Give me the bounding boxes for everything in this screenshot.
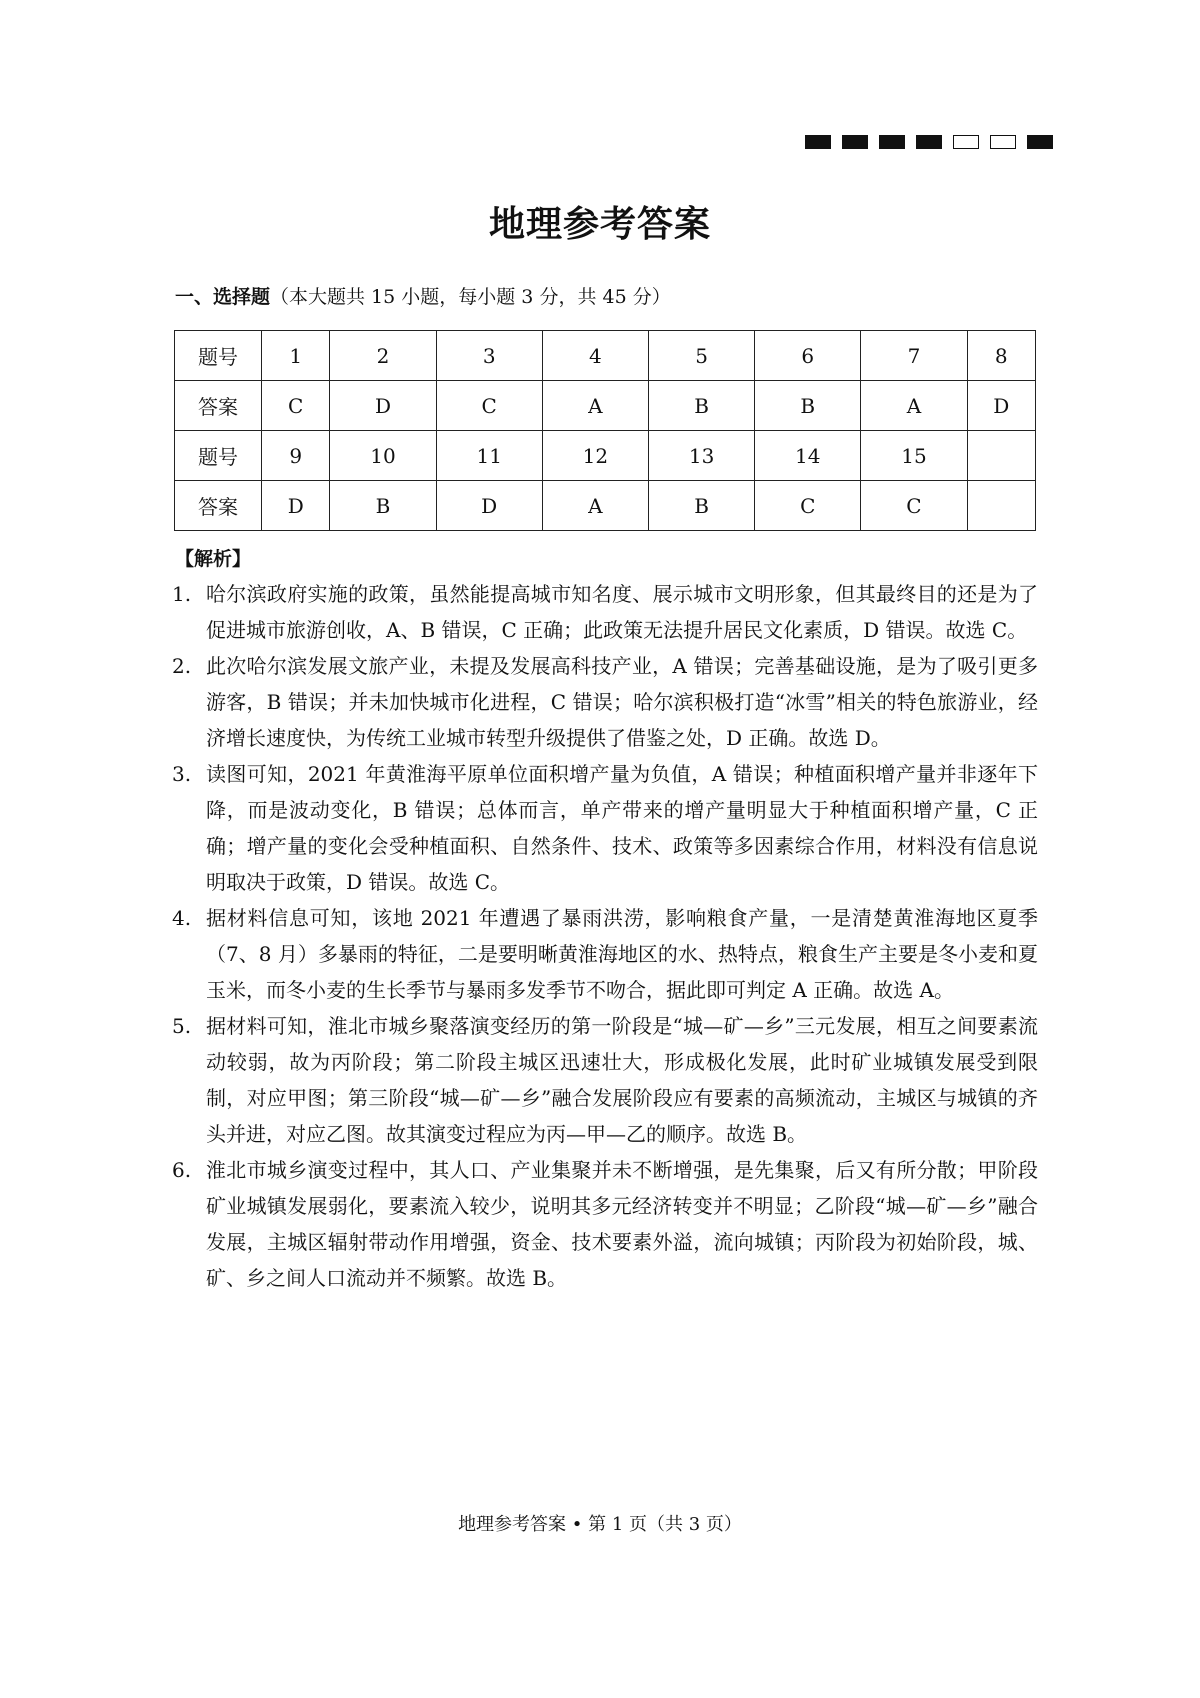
header-mark <box>990 135 1016 149</box>
table-cell: C <box>436 381 542 431</box>
table-cell: A <box>542 381 648 431</box>
table-cell: 3 <box>436 331 542 381</box>
table-cell: 题号 <box>175 431 262 481</box>
table-cell: B <box>330 481 436 531</box>
table-cell <box>967 431 1035 481</box>
item-text: 读图可知，2021 年黄淮海平原单位面积增产量为负值，A 错误；种植面积增产量并非逐年下降，而是波动变化，B 错误；总体而言，单产带来的增产量明显大于种植面积增产量，C 正确；增产量的变化会受种植面积、自然条件、技术、政策等多因素综合作用，材料没有信息说明取决于政策，D 错误。故选 C。 <box>206 762 1038 894</box>
table-cell: 8 <box>967 331 1035 381</box>
section-title: 一、选择题 <box>175 286 271 308</box>
table-cell: C <box>262 381 330 431</box>
header-mark <box>1027 135 1053 149</box>
table-cell: C <box>861 481 967 531</box>
table-row <box>175 331 1036 381</box>
item-number: 2. <box>172 654 192 678</box>
header-marks <box>805 135 1053 149</box>
table-cell: 题号 <box>175 331 262 381</box>
analysis-item <box>172 900 1038 1008</box>
section-heading <box>175 282 671 309</box>
analysis-item <box>172 1008 1038 1152</box>
table-cell: 14 <box>755 431 861 481</box>
table-row <box>175 481 1036 531</box>
table-cell: B <box>648 381 754 431</box>
table-cell: A <box>542 481 648 531</box>
analysis-list <box>172 576 1038 1296</box>
table-cell: 7 <box>861 331 967 381</box>
table-cell: 2 <box>330 331 436 381</box>
table-row <box>175 431 1036 481</box>
header-mark <box>916 135 942 149</box>
table-cell: 15 <box>861 431 967 481</box>
section-note: （本大题共 15 小题，每小题 3 分，共 45 分） <box>270 286 671 308</box>
table-cell <box>967 481 1035 531</box>
item-number: 4. <box>172 906 192 930</box>
table-cell: A <box>861 381 967 431</box>
item-number: 1. <box>172 582 192 606</box>
item-number: 6. <box>172 1158 192 1182</box>
table-cell: 4 <box>542 331 648 381</box>
table-cell: C <box>755 481 861 531</box>
item-text: 据材料信息可知，该地 2021 年遭遇了暴雨洪涝，影响粮食产量，一是清楚黄淮海地区夏季（7、8 月）多暴雨的特征，二是要明晰黄淮海地区的水、热特点，粮食生产主要是冬小麦和夏玉米，而冬小麦的生长季节与暴雨多发季节不吻合，据此即可判定 A 正确。故选 A。 <box>206 906 1038 1002</box>
header-mark <box>805 135 831 149</box>
table-cell: 5 <box>648 331 754 381</box>
table-cell: D <box>967 381 1035 431</box>
analysis-heading: 【解析】 <box>175 548 252 570</box>
item-text: 据材料可知，淮北市城乡聚落演变经历的第一阶段是“城—矿—乡”三元发展，相互之间要素流动较弱，故为丙阶段；第二阶段主城区迅速壮大，形成极化发展，此时矿业城镇发展受到限制，对应甲图；第三阶段“城—矿—乡”融合发展阶段应有要素的高频流动，主城区与城镇的齐头并进，对应乙图。故其演变过程应为丙—甲—乙的顺序。故选 B。 <box>206 1014 1038 1146</box>
table-cell: 12 <box>542 431 648 481</box>
answer-table <box>174 330 1036 531</box>
table-cell: 10 <box>330 431 436 481</box>
table-cell: B <box>648 481 754 531</box>
table-cell: 1 <box>262 331 330 381</box>
header-mark <box>953 135 979 149</box>
table-cell: 答案 <box>175 381 262 431</box>
item-text: 哈尔滨政府实施的政策，虽然能提高城市知名度、展示城市文明形象，但其最终目的还是为了促进城市旅游创收，A、B 错误，C 正确；此政策无法提升居民文化素质，D 错误。故选 C。 <box>206 582 1038 642</box>
page-footer: 地理参考答案 • 第 1 页（共 3 页） <box>458 1514 742 1535</box>
table-cell: 答案 <box>175 481 262 531</box>
table-cell: 13 <box>648 431 754 481</box>
table-cell: D <box>330 381 436 431</box>
item-text: 此次哈尔滨发展文旅产业，未提及发展高科技产业，A 错误；完善基础设施，是为了吸引更多游客，B 错误；并未加快城市化进程，C 错误；哈尔滨积极打造“冰雪”相关的特色旅游业，经济增长速度快，为传统工业城市转型升级提供了借鉴之处，D 正确。故选 D。 <box>206 654 1038 750</box>
item-text: 淮北市城乡演变过程中，其人口、产业集聚并未不断增强，是先集聚，后又有所分散；甲阶段矿业城镇发展弱化，要素流入较少，说明其多元经济转变并不明显；乙阶段“城—矿—乡”融合发展，主城区辐射带动作用增强，资金、技术要素外溢，流向城镇；丙阶段为初始阶段，城、矿、乡之间人口流动并不频繁。故选 B。 <box>206 1158 1038 1290</box>
item-number: 5. <box>172 1014 192 1038</box>
table-cell: 11 <box>436 431 542 481</box>
page-title: 地理参考答案 <box>488 204 711 245</box>
item-number: 3. <box>172 762 192 786</box>
table-cell: 9 <box>262 431 330 481</box>
table-row <box>175 381 1036 431</box>
analysis-item <box>172 576 1038 648</box>
analysis-item <box>172 1152 1038 1296</box>
table-cell: 6 <box>755 331 861 381</box>
header-mark <box>842 135 868 149</box>
table-cell: D <box>262 481 330 531</box>
header-mark <box>879 135 905 149</box>
analysis-item <box>172 648 1038 756</box>
analysis-item <box>172 756 1038 900</box>
table-cell: B <box>755 381 861 431</box>
table-cell: D <box>436 481 542 531</box>
